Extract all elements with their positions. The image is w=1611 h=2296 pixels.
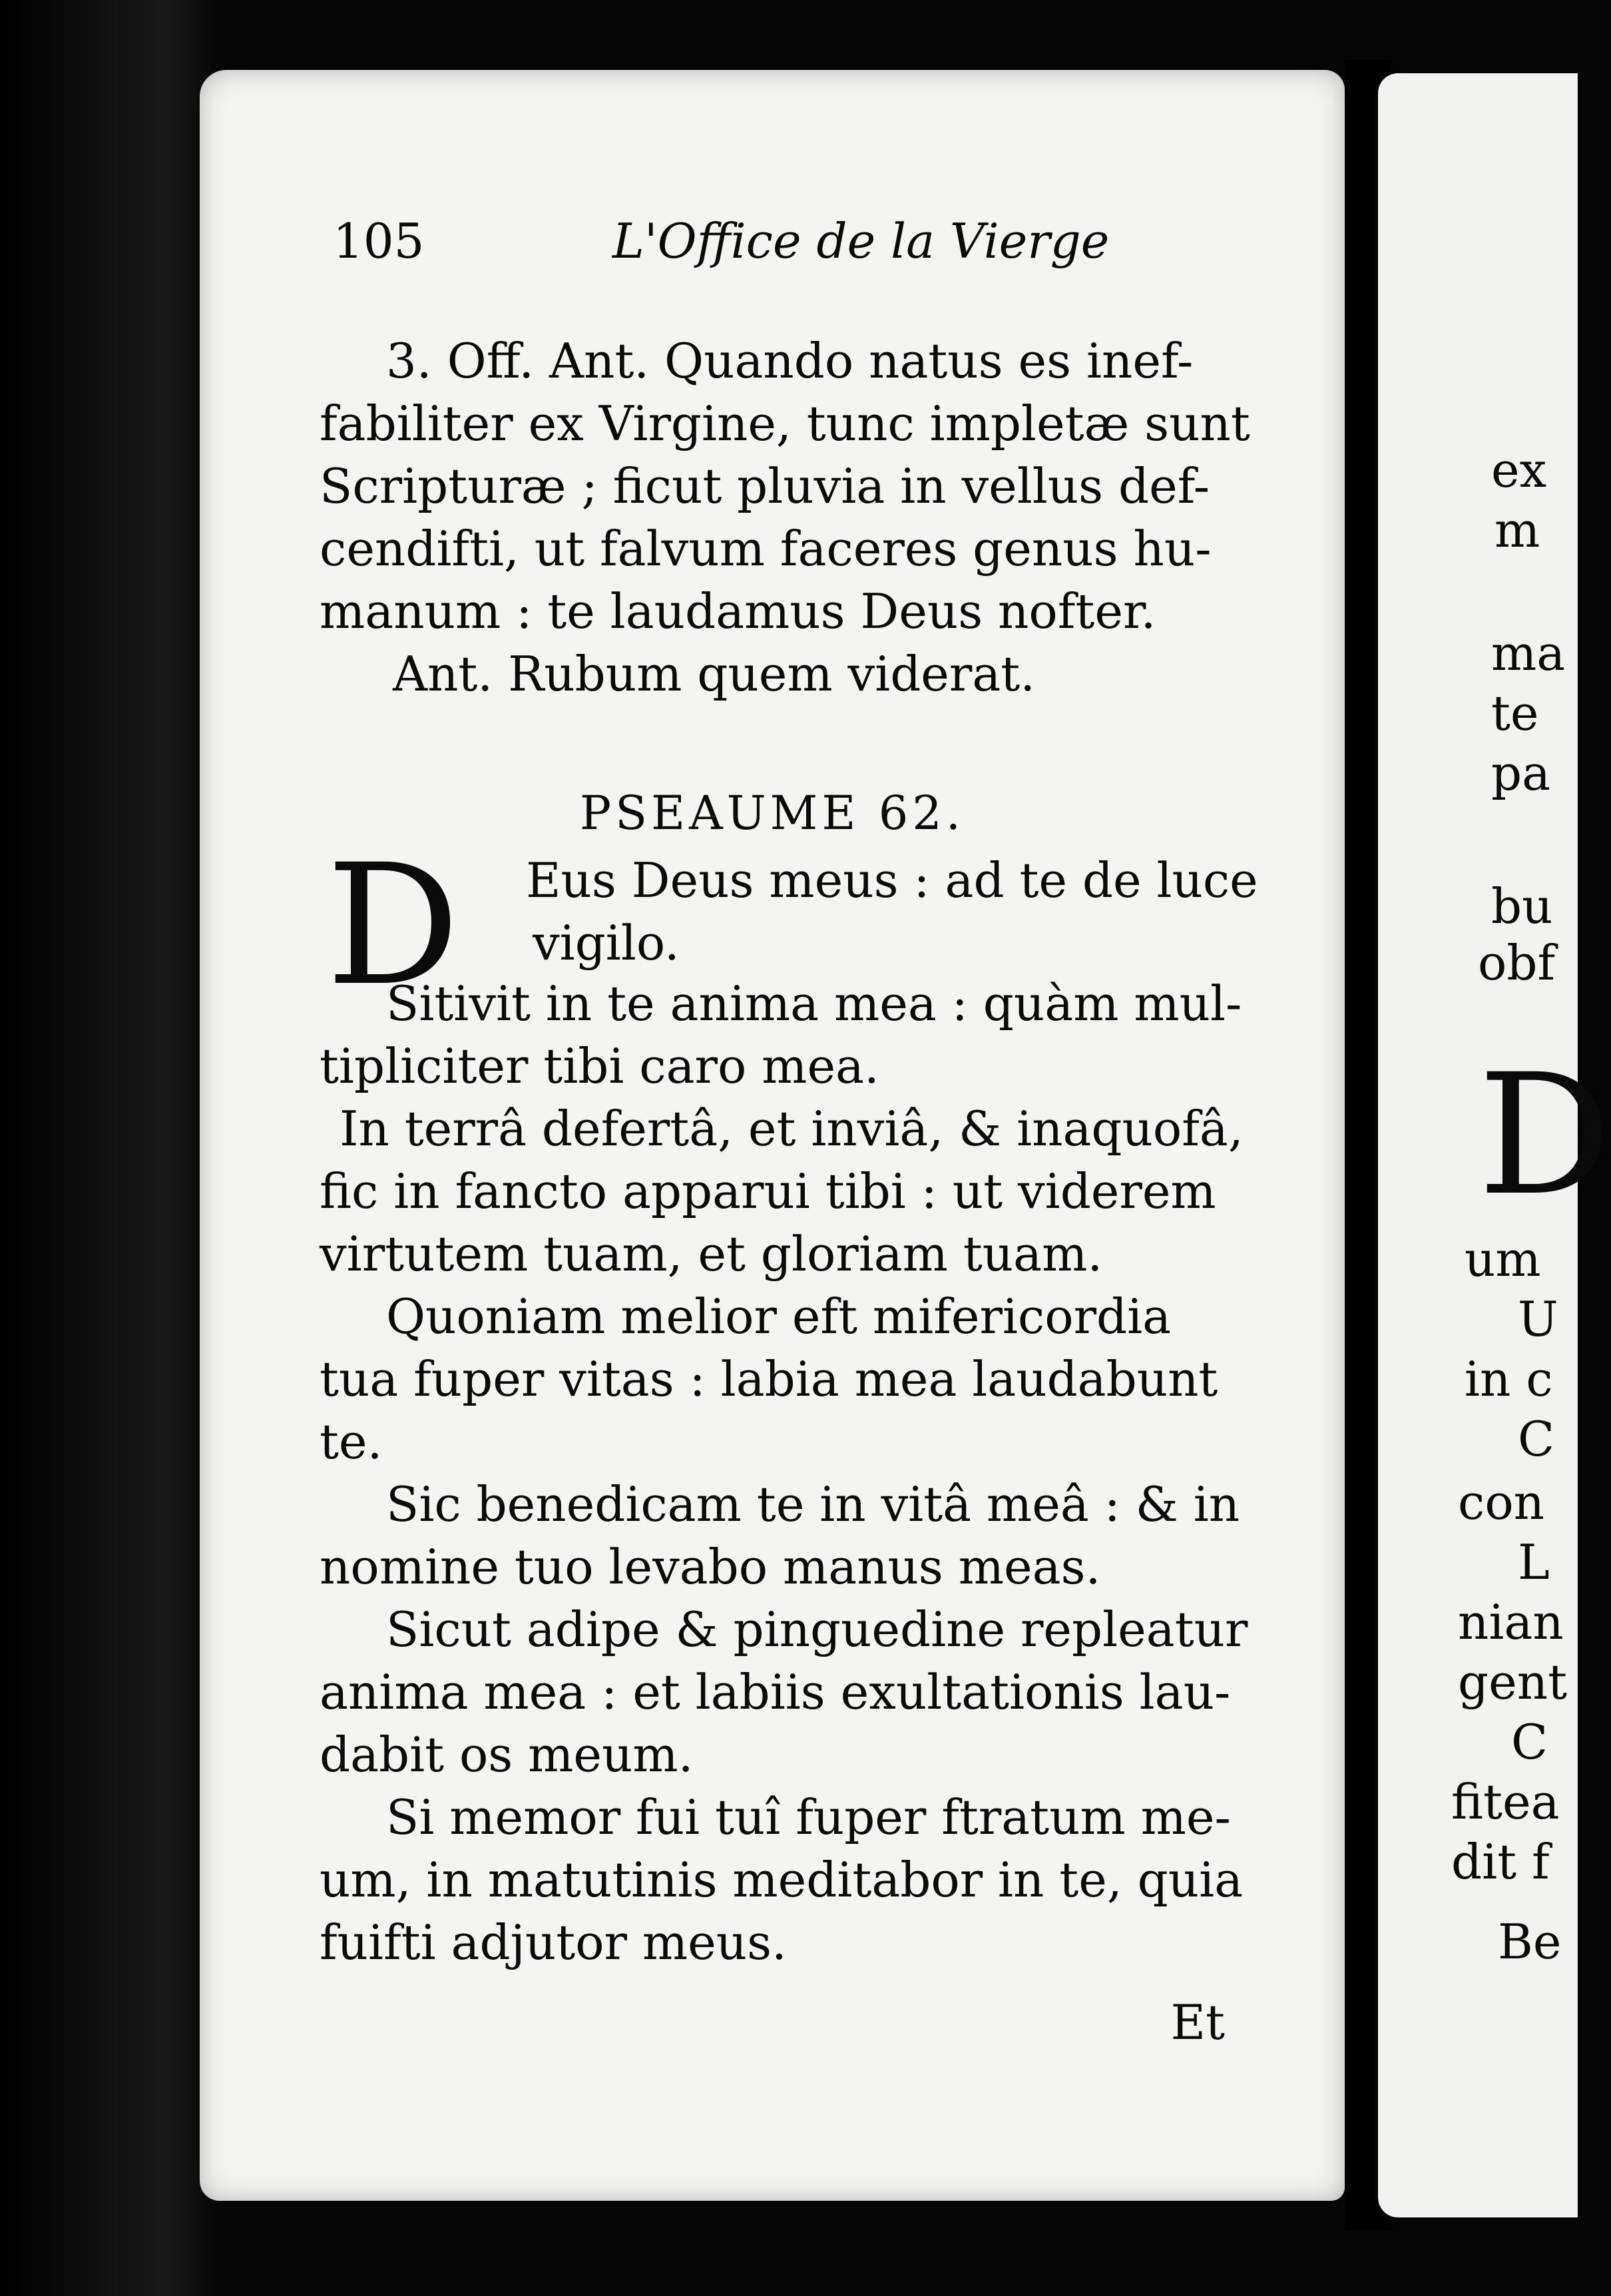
- text-line: vigilo.: [533, 915, 680, 971]
- facing-fragment: con: [1458, 1474, 1545, 1530]
- text-line: anima mea : et labiis exultationis lau-: [320, 1664, 1231, 1720]
- facing-fragment: bu: [1491, 878, 1553, 934]
- text-line: Sitivit in te anima mea : quàm mul-: [386, 976, 1242, 1031]
- psalm-heading: PSEAUME 62.: [579, 786, 965, 840]
- catchword: Et: [1170, 1994, 1225, 2050]
- book-page: [200, 70, 1345, 2201]
- facing-fragment: in c: [1465, 1351, 1553, 1407]
- text-line: Sic benedicam te in vitâ meâ : & in: [386, 1476, 1240, 1532]
- antiphon-section: [320, 330, 1250, 705]
- page-header: [333, 213, 1265, 280]
- facing-page: [1378, 73, 1611, 2217]
- facing-fragment: obf: [1478, 935, 1556, 991]
- facing-fragment: te: [1491, 685, 1539, 741]
- facing-fragment: ex: [1491, 442, 1547, 498]
- psalm-opening: [526, 849, 1258, 974]
- facing-fragment: um: [1465, 1231, 1541, 1287]
- text-line: manum : te laudamus Deus nofter.: [320, 583, 1156, 639]
- psalm-verses: [320, 972, 1248, 1974]
- facing-fragment: C: [1518, 1411, 1555, 1467]
- text-line: nomine tuo levabo manus meas.: [320, 1539, 1101, 1595]
- facing-fragment: ma: [1491, 625, 1566, 681]
- text-line: Scripturæ ; ficut pluvia in vellus def-: [320, 458, 1210, 514]
- text-line: virtutem tuam, et gloriam tuam.: [320, 1226, 1103, 1282]
- running-title: L'Office de la Vierge: [612, 213, 1110, 269]
- text-line: tipliciter tibi caro mea.: [320, 1038, 879, 1094]
- text-line: te.: [320, 1414, 383, 1470]
- facing-fragment: C: [1511, 1714, 1548, 1770]
- facing-fragment: U: [1518, 1291, 1558, 1347]
- facing-drop-cap: D: [1478, 1038, 1611, 1232]
- text-line: fic in fancto apparui tibi : ut viderem: [320, 1163, 1216, 1219]
- page-number: 105: [333, 213, 425, 269]
- text-line: Si memor fui tuî fuper ftratum me-: [386, 1789, 1231, 1845]
- book-binding: [0, 0, 220, 2296]
- facing-fragment: fitea: [1451, 1774, 1560, 1830]
- facing-fragment: nian: [1458, 1594, 1564, 1650]
- text-line: tua fuper vitas : labia mea laudabunt: [320, 1351, 1218, 1407]
- drop-cap: D: [326, 828, 460, 1022]
- facing-fragment: L: [1518, 1534, 1550, 1590]
- text-line: fabiliter ex Virgine, tunc impletæ sunt: [320, 396, 1250, 451]
- text-line: um, in matutinis meditabor in te, quia: [320, 1852, 1244, 1908]
- text-line: cendifti, ut falvum faceres genus hu-: [320, 521, 1212, 577]
- text-line: Eus Deus meus : ad te de luce: [526, 852, 1258, 908]
- text-line: Ant. Rubum quem viderat.: [393, 646, 1036, 702]
- facing-fragment: pa: [1491, 745, 1551, 801]
- text-line: 3. Off. Ant. Quando natus es inef-: [386, 333, 1194, 389]
- text-line: Sicut adipe & pinguedine repleatur: [386, 1601, 1248, 1657]
- facing-fragment: m: [1495, 502, 1540, 558]
- text-line: Quoniam melior eft mifericordia: [386, 1289, 1172, 1344]
- text-line: In terrâ defertâ, et inviâ, & inaquofâ,: [340, 1101, 1244, 1157]
- facing-fragment: Be: [1498, 1914, 1562, 1970]
- text-line: fuifti adjutor meus.: [320, 1914, 787, 1970]
- facing-fragment: dit f: [1451, 1834, 1550, 1890]
- text-line: dabit os meum.: [320, 1727, 694, 1783]
- facing-fragment: gent: [1458, 1654, 1568, 1710]
